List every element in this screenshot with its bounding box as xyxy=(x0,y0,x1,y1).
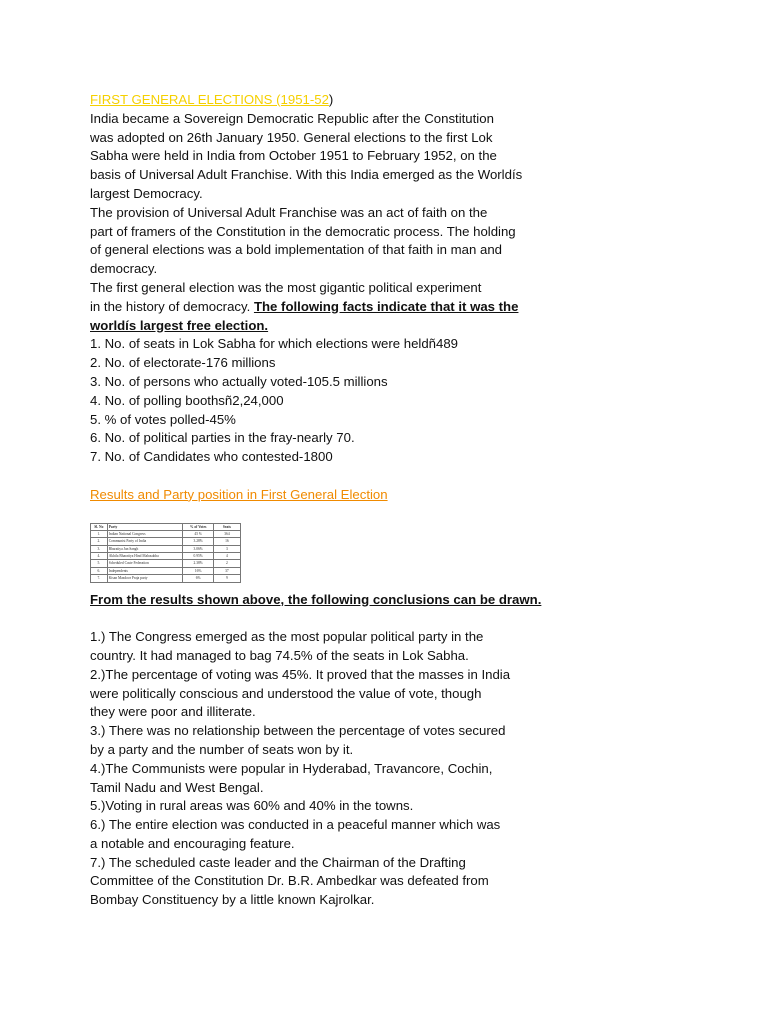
spacer xyxy=(90,467,730,486)
conclusion-line: a notable and encouraging feature. xyxy=(90,835,295,851)
cell-seats: 364 xyxy=(213,530,240,537)
table-row xyxy=(91,567,241,574)
cell-votes: 0.95% xyxy=(183,553,213,560)
cell-votes: 45 % xyxy=(183,530,213,537)
largest-election-line: worldís largest free election. xyxy=(90,317,269,333)
cell-seats: 3 xyxy=(213,545,240,552)
cell-sl-no: 3. xyxy=(91,545,108,552)
history-line xyxy=(90,298,730,317)
fact-item: 5. % of votes polled-45% xyxy=(90,411,236,427)
table-header-row xyxy=(91,523,241,530)
cell-votes: 16% xyxy=(183,567,213,574)
intro-line: The provision of Universal Adult Franchise was an act of faith on the xyxy=(90,204,488,220)
fact-item: 7. No. of Candidates who contested-1800 xyxy=(90,449,333,465)
table-row xyxy=(91,545,241,552)
conclusion-line: 4.)The Communists were popular in Hyderabad, Travancore, Cochin, xyxy=(90,760,493,776)
intro-line: part of framers of the Constitution in the democratic process. The holding xyxy=(90,223,516,239)
facts-list xyxy=(90,335,730,467)
history-bold-text: The following facts indicate that it was the xyxy=(253,298,519,314)
cell-sl-no: 5. xyxy=(91,560,108,567)
cell-votes: 2.38% xyxy=(183,560,213,567)
fact-item: 6. No. of political parties in the fray-nearly 70. xyxy=(90,430,355,446)
col-header-seats: Seats xyxy=(213,523,240,530)
intro-line: India became a Sovereign Democratic Republic after the Constitution xyxy=(90,110,494,126)
cell-party: Indian National Congress xyxy=(107,530,183,537)
intro-line: Sabha were held in India from October 1951 to February 1952, on the xyxy=(90,148,497,164)
cell-seats: 37 xyxy=(213,567,240,574)
cell-party: Communist Party of India xyxy=(107,538,183,545)
intro-paragraphs xyxy=(90,110,730,336)
conclusion-line: 1.) The Congress emerged as the most popular political party in the xyxy=(90,629,484,645)
cell-seats: 9 xyxy=(213,575,240,582)
cell-sl-no: 1. xyxy=(91,530,108,537)
cell-party: Bharatiya Jan Sangh xyxy=(107,545,183,552)
document-page xyxy=(90,91,730,910)
conclusion-line: country. It had managed to bag 74.5% of the seats in Lok Sabha. xyxy=(90,647,469,663)
results-table xyxy=(90,523,241,583)
intro-line: democracy. xyxy=(90,261,158,277)
intro-line: largest Democracy. xyxy=(90,185,203,201)
conclusion-line: Committee of the Constitution Dr. B.R. Ambedkar was defeated from xyxy=(90,873,489,889)
conclusion-line: 7.) The scheduled caste leader and the Chairman of the Drafting xyxy=(90,854,466,870)
conclusion-line: 2.)The percentage of voting was 45%. It proved that the masses in India xyxy=(90,666,511,682)
cell-sl-no: 6. xyxy=(91,567,108,574)
conclusion-line: were politically conscious and understood the value of vote, though xyxy=(90,685,482,701)
section-heading-results: Results and Party position in First General Election xyxy=(90,486,388,502)
table-row xyxy=(91,560,241,567)
results-table-wrap xyxy=(90,523,730,591)
conclusion-line: Tamil Nadu and West Bengal. xyxy=(90,779,264,795)
table-row xyxy=(91,575,241,582)
col-header-party: Party xyxy=(107,523,183,530)
conclusion-line: 6.) The entire election was conducted in a peaceful manner which was xyxy=(90,817,501,833)
col-header-sl-no: Sl. No xyxy=(91,523,108,530)
col-header-votes: % of Votes xyxy=(183,523,213,530)
cell-votes: 3.28% xyxy=(183,538,213,545)
intro-line: basis of Universal Adult Franchise. With this India emerged as the Worldís xyxy=(90,167,523,183)
cell-party: Scheduled Caste Federation xyxy=(107,560,183,567)
fact-item: 2. No. of electorate-176 millions xyxy=(90,355,276,371)
fact-item: 1. No. of seats in Lok Sabha for which elections were heldñ489 xyxy=(90,336,459,352)
conclusion-line: 3.) There was no relationship between the percentage of votes secured xyxy=(90,723,506,739)
cell-seats: 16 xyxy=(213,538,240,545)
conclusion-line: 5.)Voting in rural areas was 60% and 40% in the towns. xyxy=(90,798,414,814)
table-row xyxy=(91,530,241,537)
heading-text: FIRST GENERAL ELECTIONS (1951-52 xyxy=(90,92,329,107)
cell-sl-no: 4. xyxy=(91,553,108,560)
cell-seats: 4 xyxy=(213,553,240,560)
cell-votes: 3.06% xyxy=(183,545,213,552)
conclusion-line: they were poor and illiterate. xyxy=(90,704,256,720)
cell-sl-no: 2. xyxy=(91,538,108,545)
heading-close-paren: ) xyxy=(328,92,334,107)
cell-party: Akhila Bharatiya Hind Mahasabha xyxy=(107,553,183,560)
conclusion-line: Bombay Constituency by a little known Kajrolkar. xyxy=(90,892,375,908)
spacer xyxy=(90,609,730,628)
conclusion-line: by a party and the number of seats won by it. xyxy=(90,741,354,757)
conclusion-heading: From the results shown above, the following conclusions can be drawn. xyxy=(90,591,542,607)
intro-line: was adopted on 26th January 1950. General elections to the first Lok xyxy=(90,129,493,145)
cell-party: Independents xyxy=(107,567,183,574)
cell-votes: 6% xyxy=(183,575,213,582)
cell-seats: 2 xyxy=(213,560,240,567)
conclusion-paragraphs xyxy=(90,628,730,910)
section-heading-first-elections xyxy=(90,91,730,110)
intro-line: of general elections was a bold implementation of that faith in man and xyxy=(90,242,502,258)
fact-item: 3. No. of persons who actually voted-105.5 millions xyxy=(90,373,388,389)
intro-line: The first general election was the most gigantic political experiment xyxy=(90,279,482,295)
table-row xyxy=(91,538,241,545)
table-row xyxy=(91,553,241,560)
cell-sl-no: 7. xyxy=(91,575,108,582)
cell-party: Kisan Mazdoor Praja party xyxy=(107,575,183,582)
fact-item: 4. No. of polling boothsñ2,24,000 xyxy=(90,392,284,408)
history-plain-text: in the history of democracy. xyxy=(90,298,254,314)
